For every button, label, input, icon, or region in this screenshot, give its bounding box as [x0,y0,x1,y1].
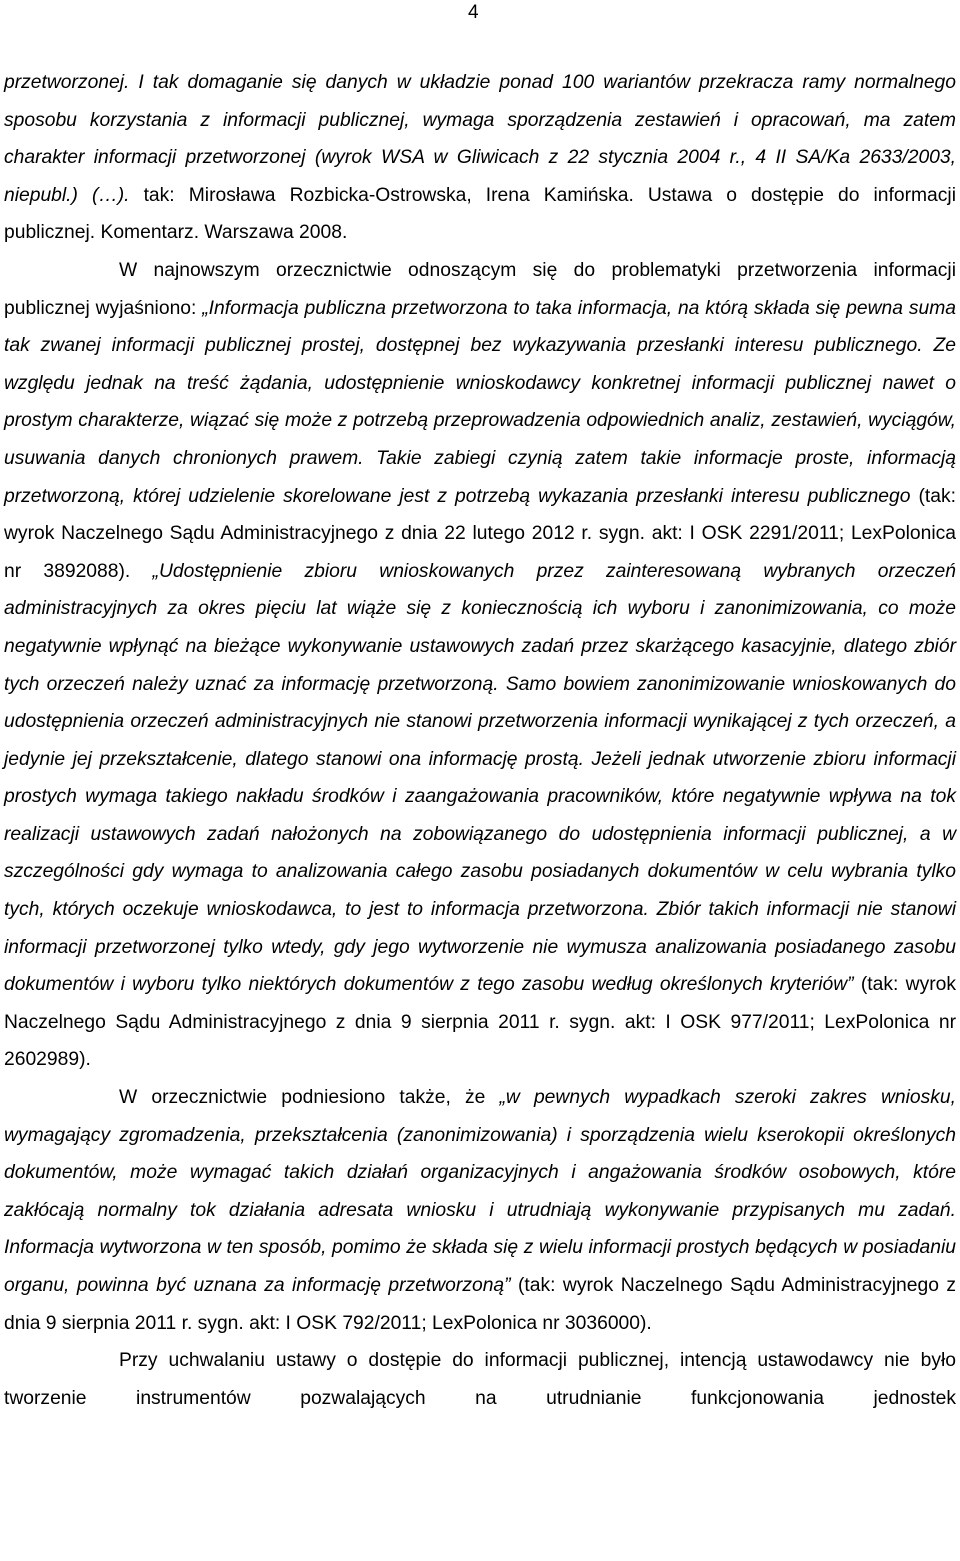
italic-quote: przetworzonej. I tak domaganie się danych w układzie ponad 100 wariantów przekracza ramy normalnego sposobu korzystania z informacji publicznej, wymaga sporządzenia zestawień i opracowań, ma zatem charakter informacji przetworzonej (wyrok WSA w Gliwicach z 22 stycznia 2004 r., 4 II SA/Ka 2633/2003, niepubl.) (…). [4,72,956,206]
italic-quote: „Informacja publiczna przetworzona to taka informacja, na którą składa się pewna suma tak zwanej informacji publicznej prostej, dostępnej bez wykazywania przesłanki interesu publicznego. Ze względu jednak na treść żądania, udostępnienie wnioskodawcy konkretnej informacji publicznej nawet o prostym charakterze, wiązać się może z potrzebą przeprowadzenia odpowiednich analiz, zestawień, wyciągów, usuwania danych chronionych prawem. Takie zabiegi czynią zatem takie informacje proste, informacją przetworzoną, której udzielenie skorelowane jest z potrzebą wykazania przesłanki interesu publicznego [4,297,956,507]
paragraph-continuation [4,64,956,252]
intro-text: W orzecznictwie podniesiono także, że [119,1087,500,1109]
paragraph-legislative-intent [4,1342,956,1417]
body-text: Przy uchwalaniu ustawy o dostępie do informacji publicznej, intencją ustawodawcy nie było tworzenie instrumentów pozwalających na utrudnianie funkcjonowania jednostek [4,1350,956,1409]
paragraph-broad-scope [4,1079,956,1342]
intro-text: W najnowszym orzecznictwie odnoszącym się do problematyki przetworzenia informacji publicznej wyjaśniono: [4,259,956,319]
paragraph-case-law [4,252,956,1079]
citation-text: (tak: wyrok Naczelnego Sądu Administracyjnego z dnia 22 lutego 2012 r. sygn. akt: I OSK 2291/2011; LexPolonica nr 3892088). [4,485,956,582]
italic-quote: „Udostępnienie zbioru wnioskowanych przez zainteresowaną wybranych orzeczeń administracyjnych za okres pięciu lat wiąże się z koniecznością ich wyboru i zanonimizowania, co może negatywnie wpłynąć na bieżące wykonywanie ustawowych zadań przez skarżącego kasacyjnie, dlatego zbiór tych orzeczeń należy uznać za informację przetworzoną. Samo bowiem zanonimizowanie wnioskowanych do udostępnienia orzeczeń administracyjnych nie stanowi przetworzenia informacji wynikającej z tych orzeczeń, a jedynie jej przekształcenie, dlatego stanowi ona informację prostą. Jeżeli jednak utworzenie zbioru informacji prostych wymaga takiego nakładu środków i zaangażowania pracowników, które negatywnie wpływa na tok realizacji ustawowych zadań nałożonych na zobowiązanego do udostępnienia informacji publicznej, a w szczególności gdy wymaga to analizowania całego zasobu posiadanych dokumentów w celu wybrania tylko tych, których oczekuje wnioskodawca, to jest to informacja przetworzona. Zbiór takich informacji nie stanowi informacji przetworzonej tylko wtedy, gdy jego wytworzenie nie wymusza analizowania posiadanego zasobu dokumentów i wyboru tylko niektórych dokumentów z tego zasobu według określonych kryteriów” [4,560,956,996]
citation-text: (tak: wyrok Naczelnego Sądu Administracyjnego z dnia 9 sierpnia 2011 r. sygn. akt: I OSK 792/2011; LexPolonica nr 3036000). [4,1275,956,1334]
citation-text: (tak: wyrok Naczelnego Sądu Administracyjnego z dnia 9 sierpnia 2011 r. sygn. akt: I OSK 977/2011; LexPolonica nr 2602989). [4,974,957,1071]
page-number: 4 [468,2,479,23]
citation-text: tak: Mirosława Rozbicka-Ostrowska, Irena Kamińska. Ustawa o dostępie do informacji publicznej. Komentarz. Warszawa 2008. [4,184,956,244]
document-body [4,64,956,1417]
italic-quote: „w pewnych wypadkach szeroki zakres wniosku, wymagający zgromadzenia, przekształcenia (zanonimizowania) i sporządzenia wielu kserokopii określonych dokumentów, może wymagać takich działań organizacyjnych i angażowania środków osobowych, które zakłócają normalny tok działania adresata wniosku i utrudniają wykonywanie przypisanych mu zadań. Informacja wytworzona w ten sposób, pomimo że składa się z wielu informacji prostych będących w posiadaniu organu, powinna być uznana za informację przetworzoną” [4,1087,956,1296]
